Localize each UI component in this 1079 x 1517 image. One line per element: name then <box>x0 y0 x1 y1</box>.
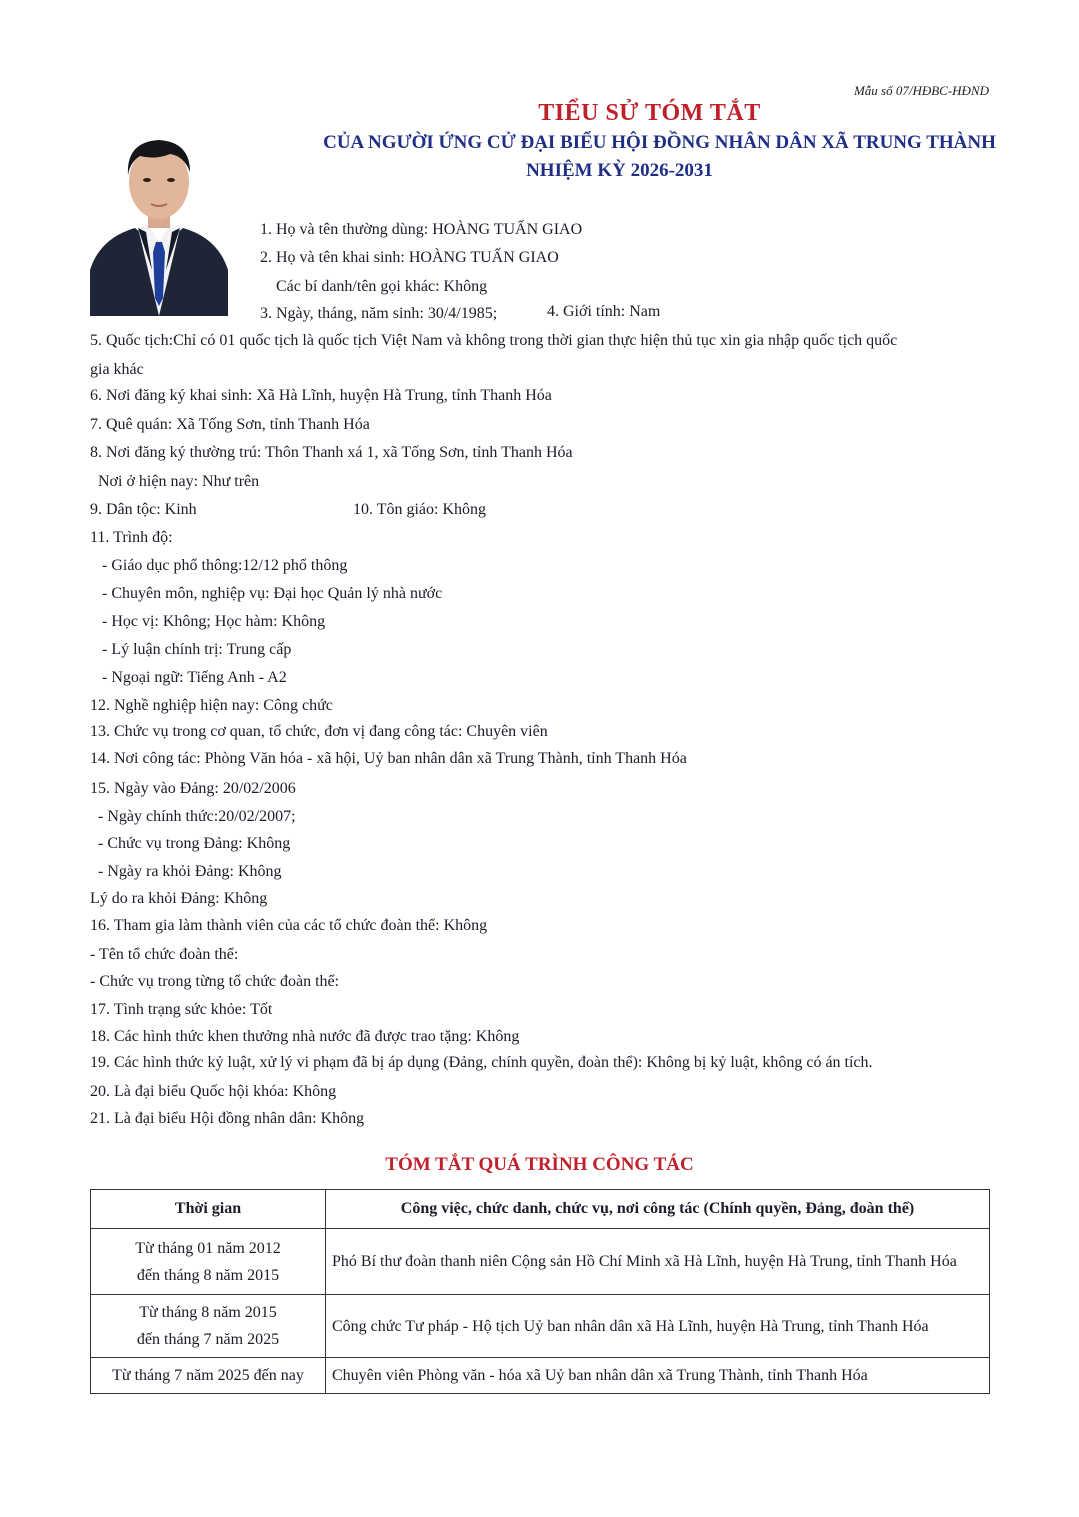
field-health: 17. Tình trạng sức khỏe: Tốt <box>90 1001 273 1018</box>
time-start: Từ tháng 8 năm 2015 <box>139 1304 277 1321</box>
field-foreign-language: - Ngoại ngữ: Tiếng Anh - A2 <box>102 669 287 686</box>
field-date-of-birth: 3. Ngày, tháng, năm sinh: 30/4/1985; <box>260 305 498 322</box>
field-organization-position: - Chức vụ trong từng tổ chức đoàn thể: <box>90 973 340 990</box>
field-discipline: 19. Các hình thức kỷ luật, xử lý vi phạm đã bị áp dụng (Đảng, chính quyền, đoàn thể): Không bị kỷ luật, không có án tích. <box>90 1054 873 1071</box>
field-common-name: 1. Họ và tên thường dùng: HOÀNG TUẤN GIAO <box>260 221 583 238</box>
field-organizations: 16. Tham gia làm thành viên của các tổ chức đoàn thể: Không <box>90 917 488 934</box>
work-history-table <box>90 1189 990 1394</box>
field-nationality: 5. Quốc tịch:Chỉ có 01 quốc tịch là quốc tịch Việt Nam và không trong thời gian thực hiện thủ tục xin gia nhập quốc tịch quốc <box>90 332 898 349</box>
field-party-official-date: - Ngày chính thức:20/02/2007; <box>98 808 296 825</box>
field-specialization: - Chuyên môn, nghiệp vụ: Đại học Quản lý nhà nước <box>102 585 443 602</box>
field-general-education: - Giáo dục phổ thông:12/12 phổ thông <box>102 557 348 574</box>
portrait-photo <box>90 120 228 316</box>
field-party-position: - Chức vụ trong Đảng: Không <box>98 835 291 852</box>
field-peoples-council: 21. Là đại biểu Hội đồng nhân dân: Không <box>90 1110 365 1127</box>
field-organization-name: - Tên tổ chức đoàn thể: <box>90 946 239 963</box>
field-education: 11. Trình độ: <box>90 529 173 546</box>
field-political-theory: - Lý luận chính trị: Trung cấp <box>102 641 292 658</box>
field-current-residence: Nơi ở hiện nay: Như trên <box>98 473 260 490</box>
field-aliases: Các bí danh/tên gọi khác: Không <box>276 278 488 295</box>
table-cell-description: Công chức Tư pháp - Hộ tịch Uỷ ban nhân dân xã Hà Lĩnh, huyện Hà Trung, tỉnh Thanh Hóa <box>326 1295 990 1358</box>
field-religion: 10. Tôn giáo: Không <box>353 501 487 518</box>
document-subtitle: CỦA NGƯỜI ỨNG CỬ ĐẠI BIỂU HỘI ĐỒNG NHÂN DÂN XÃ TRUNG THÀNH <box>323 132 996 153</box>
form-code: Mẫu số 07/HĐBC-HĐND <box>853 83 989 98</box>
document-title: TIỂU SỬ TÓM TẮT <box>538 100 761 126</box>
field-position: 13. Chức vụ trong cơ quan, tổ chức, đơn vị đang công tác: Chuyên viên <box>90 723 548 740</box>
field-permanent-residence: 8. Nơi đăng ký thường trú: Thôn Thanh xá 1, xã Tống Sơn, tỉnh Thanh Hóa <box>90 444 573 461</box>
document-term: NHIỆM KỲ 2026-2031 <box>526 160 713 181</box>
field-nationality-cont: gia khác <box>90 361 144 378</box>
table-cell-time <box>91 1358 326 1394</box>
field-national-assembly: 20. Là đại biểu Quốc hội khóa: Không <box>90 1083 337 1100</box>
table-cell-description: Chuyên viên Phòng văn - hóa xã Uỷ ban nhân dân xã Trung Thành, tỉnh Thanh Hóa <box>326 1358 990 1394</box>
field-gender: 4. Giới tính: Nam <box>547 303 661 320</box>
field-party-leave-date: - Ngày ra khỏi Đảng: Không <box>98 863 282 880</box>
time-start: Từ tháng 7 năm 2025 đến nay <box>112 1367 304 1384</box>
field-workplace: 14. Nơi công tác: Phòng Văn hóa - xã hội, Uỷ ban nhân dân xã Trung Thành, tỉnh Thanh Hóa <box>90 750 687 767</box>
field-party-join-date: 15. Ngày vào Đảng: 20/02/2006 <box>90 780 296 797</box>
field-awards: 18. Các hình thức khen thưởng nhà nước đã được trao tặng: Không <box>90 1028 520 1045</box>
field-party-leave-reason: Lý do ra khỏi Đảng: Không <box>90 890 268 907</box>
time-end: đến tháng 7 năm 2025 <box>136 1331 280 1348</box>
field-degree: - Học vị: Không; Học hàm: Không <box>102 613 326 630</box>
field-ethnicity: 9. Dân tộc: Kinh <box>90 501 197 518</box>
column-header-description: Công việc, chức danh, chức vụ, nơi công tác (Chính quyền, Đảng, đoàn thể) <box>326 1190 990 1229</box>
field-hometown: 7. Quê quán: Xã Tống Sơn, tỉnh Thanh Hóa <box>90 416 370 433</box>
time-start: Từ tháng 01 năm 2012 <box>135 1239 281 1257</box>
table-row <box>91 1229 990 1295</box>
time-end: đến tháng 8 năm 2015 <box>136 1266 280 1284</box>
work-history-title: TÓM TẮT QUÁ TRÌNH CÔNG TÁC <box>385 1154 694 1175</box>
table-cell-time <box>91 1295 326 1358</box>
field-birth-name: 2. Họ và tên khai sinh: HOÀNG TUẤN GIAO <box>260 249 559 266</box>
table-header-row <box>91 1190 990 1229</box>
table-cell-time <box>91 1229 326 1295</box>
table-row <box>91 1295 990 1358</box>
column-header-time: Thời gian <box>91 1190 326 1229</box>
table-row <box>91 1358 990 1394</box>
field-birth-registration: 6. Nơi đăng ký khai sinh: Xã Hà Lĩnh, huyện Hà Trung, tỉnh Thanh Hóa <box>90 387 552 404</box>
table-cell-description: Phó Bí thư đoàn thanh niên Cộng sản Hồ Chí Minh xã Hà Lĩnh, huyện Hà Trung, tỉnh Thanh Hóa <box>326 1229 990 1295</box>
field-occupation: 12. Nghề nghiệp hiện nay: Công chức <box>90 697 333 714</box>
